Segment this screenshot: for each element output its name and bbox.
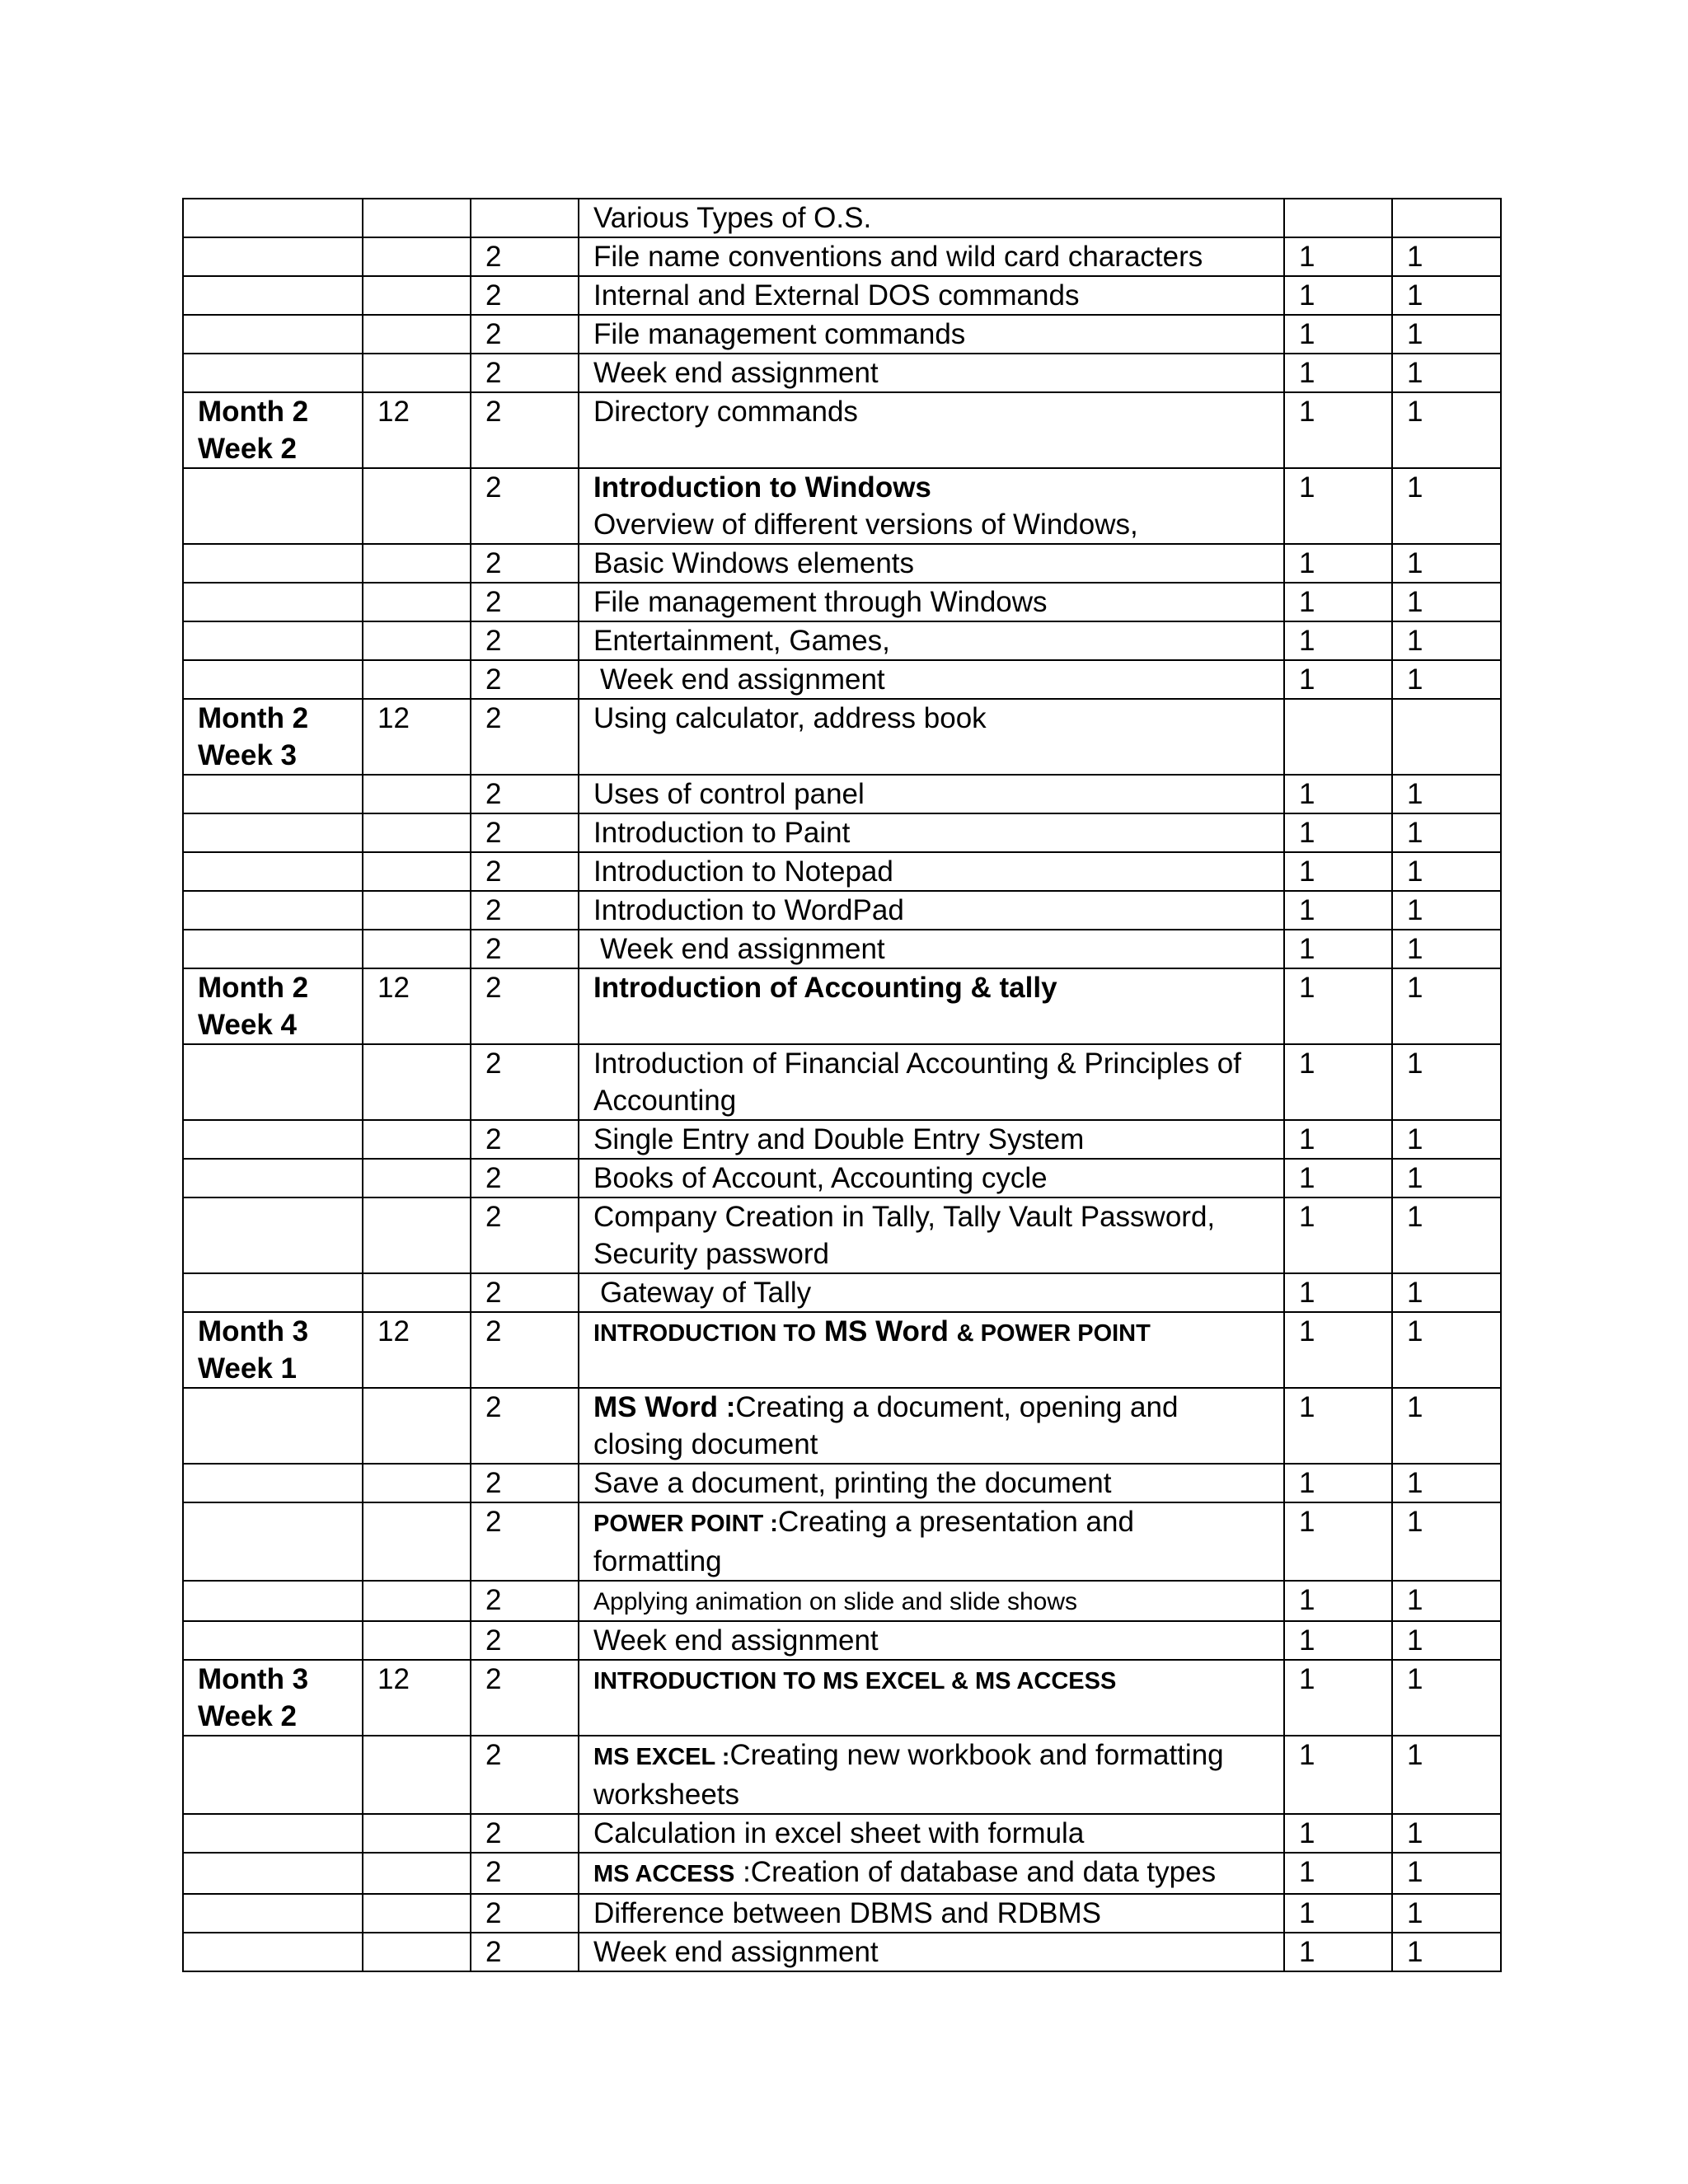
topic-cell: Calculation in excel sheet with formula xyxy=(579,1814,1284,1853)
topic-cell: Books of Account, Accounting cycle xyxy=(579,1159,1284,1197)
col5-cell: 1 xyxy=(1284,775,1392,813)
hours-cell xyxy=(363,544,471,583)
month-week-cell xyxy=(183,1273,363,1312)
month-week-cell xyxy=(183,1660,363,1736)
hours-cell xyxy=(363,1621,471,1660)
month-week-cell xyxy=(183,1388,363,1464)
col5-cell: 1 xyxy=(1284,1388,1392,1464)
topic-heading-b: MS Word xyxy=(823,1315,949,1347)
week-label: Week 2 xyxy=(198,1700,297,1732)
col5-cell: 1 xyxy=(1284,468,1392,544)
month-week-cell xyxy=(183,1853,363,1894)
topic-cell: Introduction to Paint xyxy=(579,813,1284,852)
topic-cell: Save a document, printing the document xyxy=(579,1464,1284,1502)
col5-cell: 1 xyxy=(1284,1312,1392,1388)
topic-heading: MS Word : xyxy=(593,1391,736,1423)
table-row xyxy=(183,621,1501,660)
period-cell: 2 xyxy=(471,1120,579,1159)
col5-cell: 1 xyxy=(1284,1660,1392,1736)
month-week-cell xyxy=(183,891,363,930)
col5-cell: 1 xyxy=(1284,1502,1392,1581)
table-row xyxy=(183,392,1501,468)
col6-cell: 1 xyxy=(1392,813,1501,852)
col5-cell: 1 xyxy=(1284,1933,1392,1971)
period-cell: 2 xyxy=(471,1621,579,1660)
period-cell: 2 xyxy=(471,583,579,621)
hours-cell xyxy=(363,1814,471,1853)
topic-cell: Using calculator, address book xyxy=(579,699,1284,775)
period-cell: 2 xyxy=(471,1736,579,1814)
table-row xyxy=(183,237,1501,276)
period-cell: 2 xyxy=(471,621,579,660)
topic-cell: Entertainment, Games, xyxy=(579,621,1284,660)
period-cell: 2 xyxy=(471,544,579,583)
hours-cell xyxy=(363,468,471,544)
month-label: Month 3 xyxy=(198,1315,309,1347)
hours-cell xyxy=(363,891,471,930)
month-week-cell xyxy=(183,583,363,621)
col5-cell: 1 xyxy=(1284,660,1392,699)
period-cell: 2 xyxy=(471,1933,579,1971)
col6-cell: 1 xyxy=(1392,775,1501,813)
period-cell: 2 xyxy=(471,1814,579,1853)
col5-cell: 1 xyxy=(1284,354,1392,392)
table-row xyxy=(183,930,1501,968)
topic-cell xyxy=(579,1853,1284,1894)
month-week-cell xyxy=(183,813,363,852)
month-week-cell xyxy=(183,468,363,544)
col5-cell: 1 xyxy=(1284,1814,1392,1853)
topic-cell: Basic Windows elements xyxy=(579,544,1284,583)
col5-cell: 1 xyxy=(1284,237,1392,276)
hours-cell xyxy=(363,276,471,315)
col6-cell: 1 xyxy=(1392,1197,1501,1273)
period-cell: 2 xyxy=(471,699,579,775)
col5-cell: 1 xyxy=(1284,1197,1392,1273)
month-week-cell xyxy=(183,1120,363,1159)
month-label: Month 2 xyxy=(198,702,309,734)
col6-cell xyxy=(1392,699,1501,775)
topic-cell: Internal and External DOS commands xyxy=(579,276,1284,315)
topic-heading: Introduction to Windows xyxy=(593,471,931,504)
table-row xyxy=(183,968,1501,1044)
topic-text: Creating new workbook and formatting worksheets xyxy=(593,1739,1224,1811)
table-row xyxy=(183,891,1501,930)
col5-cell: 1 xyxy=(1284,544,1392,583)
table-row xyxy=(183,775,1501,813)
period-cell: 2 xyxy=(471,1044,579,1120)
table-row xyxy=(183,1581,1501,1621)
period-cell: 2 xyxy=(471,468,579,544)
col5-cell: 1 xyxy=(1284,276,1392,315)
hours-cell: 12 xyxy=(363,968,471,1044)
period-cell: 2 xyxy=(471,1660,579,1736)
topic-cell: Week end assignment xyxy=(579,354,1284,392)
hours-cell: 12 xyxy=(363,1312,471,1388)
week-label: Week 4 xyxy=(198,1009,297,1041)
col5-cell: 1 xyxy=(1284,891,1392,930)
col5-cell: 1 xyxy=(1284,1894,1392,1933)
hours-cell xyxy=(363,1197,471,1273)
period-cell: 2 xyxy=(471,1197,579,1273)
period-cell: 2 xyxy=(471,315,579,354)
topic-text: Creating a presentation and formatting xyxy=(593,1506,1134,1577)
col6-cell: 1 xyxy=(1392,660,1501,699)
month-week-cell xyxy=(183,930,363,968)
table-row xyxy=(183,1120,1501,1159)
topic-cell: Week end assignment xyxy=(579,1621,1284,1660)
col6-cell: 1 xyxy=(1392,1502,1501,1581)
period-cell: 2 xyxy=(471,1502,579,1581)
month-week-cell xyxy=(183,1464,363,1502)
table-row xyxy=(183,354,1501,392)
period-cell: 2 xyxy=(471,813,579,852)
table-row xyxy=(183,276,1501,315)
table-row xyxy=(183,544,1501,583)
table-row xyxy=(183,1621,1501,1660)
col5-cell xyxy=(1284,199,1392,237)
topic-cell: Difference between DBMS and RDBMS xyxy=(579,1894,1284,1933)
hours-cell xyxy=(363,199,471,237)
col5-cell: 1 xyxy=(1284,1853,1392,1894)
month-week-cell xyxy=(183,968,363,1044)
period-cell: 2 xyxy=(471,1581,579,1621)
period-cell: 2 xyxy=(471,1312,579,1388)
hours-cell xyxy=(363,315,471,354)
month-week-cell xyxy=(183,276,363,315)
hours-cell xyxy=(363,1159,471,1197)
table-row xyxy=(183,199,1501,237)
month-week-cell xyxy=(183,1814,363,1853)
col5-cell: 1 xyxy=(1284,315,1392,354)
col5-cell: 1 xyxy=(1284,1159,1392,1197)
month-week-cell xyxy=(183,1933,363,1971)
col6-cell: 1 xyxy=(1392,583,1501,621)
table-row xyxy=(183,1814,1501,1853)
topic-cell xyxy=(579,1388,1284,1464)
col6-cell: 1 xyxy=(1392,1044,1501,1120)
col6-cell: 1 xyxy=(1392,1814,1501,1853)
month-week-cell xyxy=(183,237,363,276)
topic-text: :Creation of database and data types xyxy=(743,1856,1217,1888)
month-week-cell xyxy=(183,1502,363,1581)
week-label: Week 2 xyxy=(198,433,297,465)
period-cell: 2 xyxy=(471,1464,579,1502)
col5-cell: 1 xyxy=(1284,1273,1392,1312)
period-cell: 2 xyxy=(471,891,579,930)
topic-cell xyxy=(579,468,1284,544)
topic-cell: File management commands xyxy=(579,315,1284,354)
hours-cell xyxy=(363,1044,471,1120)
period-cell: 2 xyxy=(471,237,579,276)
col5-cell: 1 xyxy=(1284,621,1392,660)
table-row xyxy=(183,1660,1501,1736)
hours-cell xyxy=(363,1933,471,1971)
month-week-cell xyxy=(183,199,363,237)
topic-cell: Introduction of Accounting & tally xyxy=(579,968,1284,1044)
hours-cell xyxy=(363,1736,471,1814)
period-cell: 2 xyxy=(471,775,579,813)
table-row xyxy=(183,660,1501,699)
col5-cell: 1 xyxy=(1284,930,1392,968)
topic-text: Gateway of Tally xyxy=(600,1277,812,1309)
month-label: Month 2 xyxy=(198,396,309,428)
period-cell: 2 xyxy=(471,930,579,968)
col6-cell: 1 xyxy=(1392,354,1501,392)
topic-cell xyxy=(579,1312,1284,1388)
hours-cell xyxy=(363,852,471,891)
topic-cell xyxy=(579,1502,1284,1581)
col6-cell: 1 xyxy=(1392,1621,1501,1660)
col5-cell: 1 xyxy=(1284,1736,1392,1814)
table-row xyxy=(183,1933,1501,1971)
hours-cell xyxy=(363,583,471,621)
month-week-cell xyxy=(183,354,363,392)
col5-cell: 1 xyxy=(1284,1581,1392,1621)
topic-heading: POWER POINT : xyxy=(593,1511,778,1537)
topic-cell xyxy=(579,1273,1284,1312)
period-cell: 2 xyxy=(471,1388,579,1464)
hours-cell xyxy=(363,621,471,660)
table-row xyxy=(183,813,1501,852)
topic-cell: File name conventions and wild card characters xyxy=(579,237,1284,276)
col6-cell: 1 xyxy=(1392,468,1501,544)
col6-cell: 1 xyxy=(1392,1388,1501,1464)
month-week-cell xyxy=(183,544,363,583)
col5-cell: 1 xyxy=(1284,968,1392,1044)
hours-cell xyxy=(363,930,471,968)
col6-cell: 1 xyxy=(1392,1159,1501,1197)
month-week-cell xyxy=(183,392,363,468)
table-row xyxy=(183,1197,1501,1273)
topic-cell: Introduction of Financial Accounting & Principles of Accounting xyxy=(579,1044,1284,1120)
col6-cell: 1 xyxy=(1392,1894,1501,1933)
topic-text: Week end assignment xyxy=(600,663,885,696)
topic-cell: Introduction to Notepad xyxy=(579,852,1284,891)
col6-cell: 1 xyxy=(1392,1853,1501,1894)
hours-cell: 12 xyxy=(363,1660,471,1736)
table-row xyxy=(183,1736,1501,1814)
month-week-cell xyxy=(183,1736,363,1814)
col6-cell: 1 xyxy=(1392,891,1501,930)
col6-cell: 1 xyxy=(1392,621,1501,660)
hours-cell xyxy=(363,1502,471,1581)
table-row xyxy=(183,1502,1501,1581)
hours-cell xyxy=(363,813,471,852)
col5-cell: 1 xyxy=(1284,1464,1392,1502)
period-cell: 2 xyxy=(471,968,579,1044)
table-row xyxy=(183,468,1501,544)
month-week-cell xyxy=(183,1621,363,1660)
col5-cell: 1 xyxy=(1284,583,1392,621)
col6-cell: 1 xyxy=(1392,1273,1501,1312)
hours-cell xyxy=(363,1388,471,1464)
col5-cell: 1 xyxy=(1284,1120,1392,1159)
table-row xyxy=(183,1273,1501,1312)
hours-cell xyxy=(363,1464,471,1502)
table-row xyxy=(183,1464,1501,1502)
month-week-cell xyxy=(183,1197,363,1273)
col5-cell xyxy=(1284,699,1392,775)
col6-cell: 1 xyxy=(1392,392,1501,468)
topic-cell: Directory commands xyxy=(579,392,1284,468)
topic-cell: Company Creation in Tally, Tally Vault Password, Security password xyxy=(579,1197,1284,1273)
hours-cell xyxy=(363,237,471,276)
topic-cell xyxy=(579,1736,1284,1814)
col6-cell: 1 xyxy=(1392,1660,1501,1736)
table-row xyxy=(183,1894,1501,1933)
topic-heading-c: & POWER POINT xyxy=(956,1320,1151,1347)
hours-cell xyxy=(363,1853,471,1894)
period-cell: 2 xyxy=(471,1159,579,1197)
period-cell: 2 xyxy=(471,660,579,699)
month-week-cell xyxy=(183,1312,363,1388)
topic-text: Week end assignment xyxy=(600,933,885,965)
topic-heading: MS ACCESS xyxy=(593,1861,735,1887)
col6-cell: 1 xyxy=(1392,1933,1501,1971)
col6-cell: 1 xyxy=(1392,276,1501,315)
month-week-cell xyxy=(183,621,363,660)
hours-cell xyxy=(363,1894,471,1933)
period-cell: 2 xyxy=(471,1853,579,1894)
col6-cell xyxy=(1392,199,1501,237)
topic-cell xyxy=(579,1581,1284,1621)
period-cell: 2 xyxy=(471,1273,579,1312)
topic-heading-a: INTRODUCTION TO xyxy=(593,1320,817,1347)
period-cell: 2 xyxy=(471,392,579,468)
hours-cell: 12 xyxy=(363,699,471,775)
month-label: Month 3 xyxy=(198,1663,309,1695)
col6-cell: 1 xyxy=(1392,930,1501,968)
col5-cell: 1 xyxy=(1284,392,1392,468)
topic-cell: Single Entry and Double Entry System xyxy=(579,1120,1284,1159)
col6-cell: 1 xyxy=(1392,968,1501,1044)
col6-cell: 1 xyxy=(1392,1464,1501,1502)
period-cell: 2 xyxy=(471,852,579,891)
col5-cell: 1 xyxy=(1284,852,1392,891)
table-row xyxy=(183,583,1501,621)
hours-cell: 12 xyxy=(363,392,471,468)
table-row xyxy=(183,1388,1501,1464)
hours-cell xyxy=(363,660,471,699)
topic-heading: MS EXCEL : xyxy=(593,1744,730,1770)
col6-cell: 1 xyxy=(1392,1736,1501,1814)
col5-cell: 1 xyxy=(1284,1621,1392,1660)
topic-cell: Week end assignment xyxy=(579,1933,1284,1971)
month-week-cell xyxy=(183,315,363,354)
col6-cell: 1 xyxy=(1392,852,1501,891)
topic-cell xyxy=(579,660,1284,699)
month-week-cell xyxy=(183,852,363,891)
topic-text: Overview of different versions of Windows, xyxy=(593,509,1138,541)
hours-cell xyxy=(363,775,471,813)
hours-cell xyxy=(363,1581,471,1621)
col6-cell: 1 xyxy=(1392,237,1501,276)
topic-cell: Various Types of O.S. xyxy=(579,199,1284,237)
month-week-cell xyxy=(183,699,363,775)
period-cell: 2 xyxy=(471,1894,579,1933)
month-week-cell xyxy=(183,1894,363,1933)
col6-cell: 1 xyxy=(1392,1312,1501,1388)
period-cell: 2 xyxy=(471,276,579,315)
hours-cell xyxy=(363,354,471,392)
table-row xyxy=(183,852,1501,891)
period-cell: 2 xyxy=(471,354,579,392)
topic-text: Creating a document, opening and closing document xyxy=(593,1391,1179,1460)
week-label: Week 1 xyxy=(198,1352,297,1385)
period-cell xyxy=(471,199,579,237)
month-week-cell xyxy=(183,1581,363,1621)
month-week-cell xyxy=(183,660,363,699)
table-row xyxy=(183,1159,1501,1197)
table-row xyxy=(183,1312,1501,1388)
week-label: Week 3 xyxy=(198,739,297,771)
topic-cell: File management through Windows xyxy=(579,583,1284,621)
topic-heading: INTRODUCTION TO MS EXCEL & MS ACCESS xyxy=(593,1668,1117,1694)
col5-cell: 1 xyxy=(1284,813,1392,852)
table-row xyxy=(183,1044,1501,1120)
hours-cell xyxy=(363,1273,471,1312)
topic-cell: Uses of control panel xyxy=(579,775,1284,813)
topic-cell: Introduction to WordPad xyxy=(579,891,1284,930)
col6-cell: 1 xyxy=(1392,1581,1501,1621)
month-week-cell xyxy=(183,1159,363,1197)
topic-text: Applying animation on slide and slide shows xyxy=(593,1588,1078,1615)
col6-cell: 1 xyxy=(1392,544,1501,583)
col6-cell: 1 xyxy=(1392,315,1501,354)
table-row xyxy=(183,699,1501,775)
month-week-cell xyxy=(183,1044,363,1120)
topic-cell xyxy=(579,930,1284,968)
month-label: Month 2 xyxy=(198,972,309,1004)
col5-cell: 1 xyxy=(1284,1044,1392,1120)
col6-cell: 1 xyxy=(1392,1120,1501,1159)
syllabus-table xyxy=(182,198,1502,1972)
hours-cell xyxy=(363,1120,471,1159)
table-row xyxy=(183,315,1501,354)
table-row xyxy=(183,1853,1501,1894)
topic-cell xyxy=(579,1660,1284,1736)
month-week-cell xyxy=(183,775,363,813)
